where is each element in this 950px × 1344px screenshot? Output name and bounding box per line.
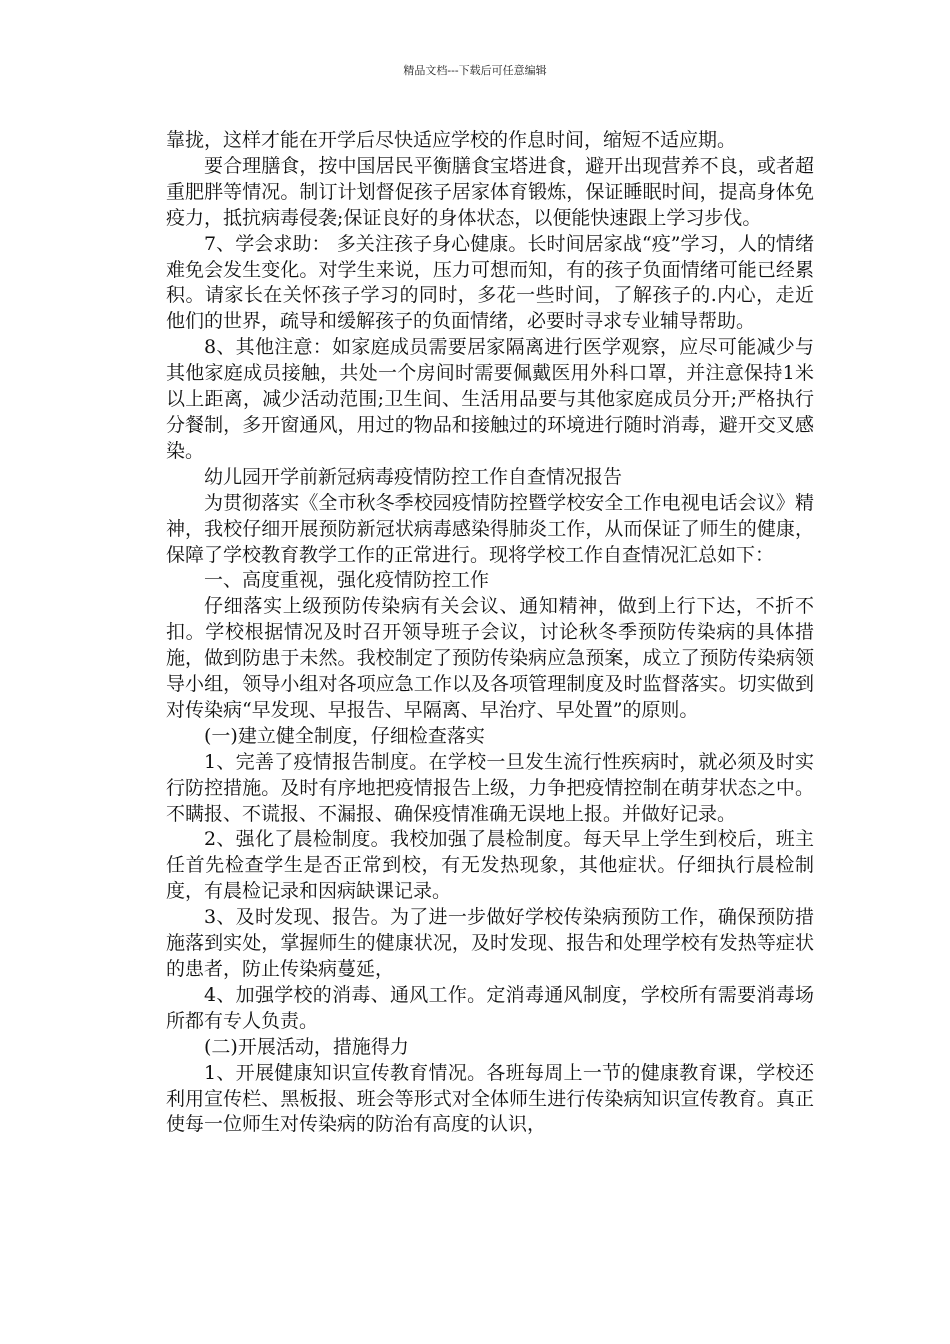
paragraph-section-1: 仔细落实上级预防传染病有关会议、通知精神，做到上行下达，不折不扣。学校根据情况及时召开领导班子会议，讨论秋冬季预防传染病的具体措施，做到防患于未然。我校制定了预防传染病应急预案，成立了预防传染病领导小组，领导小组对各项应急工作以及各项管理制度及时监督落实。切实做到对传染病“早发现、早报告、早隔离、早治疗、早处置”的原则。	[166, 595, 814, 721]
paragraph-seek-help: 7、学会求助： 多关注孩子身心健康。长时间居家战“疫”学习，人的情绪难免会发生变化。对学生来说，压力可想而知，有的孩子负面情绪可能已经累积。请家长在关怀孩子学习的同时，多花一些时间，了解孩子的.内心，走近他们的世界，疏导和缓解孩子的负面情绪，必要时寻求专业辅导帮助。	[166, 232, 814, 333]
paragraph-other-notes: 8、其他注意：如家庭成员需要居家隔离进行医学观察，应尽可能减少与其他家庭成员接触，共处一个房间时需要佩戴医用外科口罩，并注意保持1米以上距离，减少活动范围;卫生间、生活用品要与其他家庭成员分开;严格执行分餐制，多开窗通风，用过的物品和接触过的环境进行随时消毒，避开交叉感染。	[166, 336, 814, 462]
paragraph-diet: 要合理膳食，按中国居民平衡膳食宝塔进食，避开出现营养不良，或者超重肥胖等情况。制订计划督促孩子居家体育锻炼，保证睡眠时间，提高身体免疫力，抵抗病毒侵袭;保证良好的身体状态，以便能快速跟上学习步伐。	[166, 154, 814, 229]
section-heading-1: 一、高度重视，强化疫情防控工作	[204, 569, 490, 592]
subsection-heading-2: (二)开展活动，措施得力	[204, 1035, 409, 1058]
subsection-heading-1: (一)建立健全制度，仔细检查落实	[204, 724, 485, 747]
paragraph-item-2: 2、强化了晨检制度。我校加强了晨检制度。每天早上学生到校后，班主任首先检查学生是否正常到校，有无发热现象，其他症状。仔细执行晨检制度，有晨检记录和因病缺课记录。	[166, 828, 814, 903]
page-header: 精品文档---下载后可任意编辑	[403, 64, 547, 77]
paragraph-continuation: 靠拢，这样才能在开学后尽快适应学校的作息时间，缩短不适应期。	[166, 129, 737, 151]
report-title: 幼儿园开学前新冠病毒疫情防控工作自查情况报告	[204, 465, 623, 488]
paragraph-intro: 为贯彻落实《全市秋冬季校园疫情防控暨学校安全工作电视电话会议》精神，我校仔细开展预防新冠状病毒感染得肺炎工作，从而保证了师生的健康，保障了学校教育教学工作的正常进行。现将学校工作自查情况汇总如下：	[166, 491, 814, 566]
paragraph-item-1: 1、完善了疫情报告制度。在学校一旦发生流行性疾病时，就必须及时实行防控措施。及时有序地把疫情报告上级，力争把疫情控制在萌芽状态之中。不瞒报、不谎报、不漏报、确保疫情准确无误地上报。并做好记录。	[166, 750, 814, 825]
paragraph-item-4: 4、加强学校的消毒、通风工作。定消毒通风制度，学校所有需要消毒场所都有专人负责。	[166, 983, 814, 1032]
document-body	[166, 128, 814, 1138]
paragraph-activity-1: 1、开展健康知识宣传教育情况。各班每周上一节的健康教育课，学校还利用宣传栏、黑板报、班会等形式对全体师生进行传染病知识宣传教育。真正使每一位师生对传染病的防治有高度的认识，	[166, 1061, 814, 1136]
paragraph-item-3: 3、及时发现、报告。为了进一步做好学校传染病预防工作，确保预防措施落到实处，掌握师生的健康状况，及时发现、报告和处理学校有发热等症状的患者，防止传染病蔓延，	[166, 906, 814, 980]
